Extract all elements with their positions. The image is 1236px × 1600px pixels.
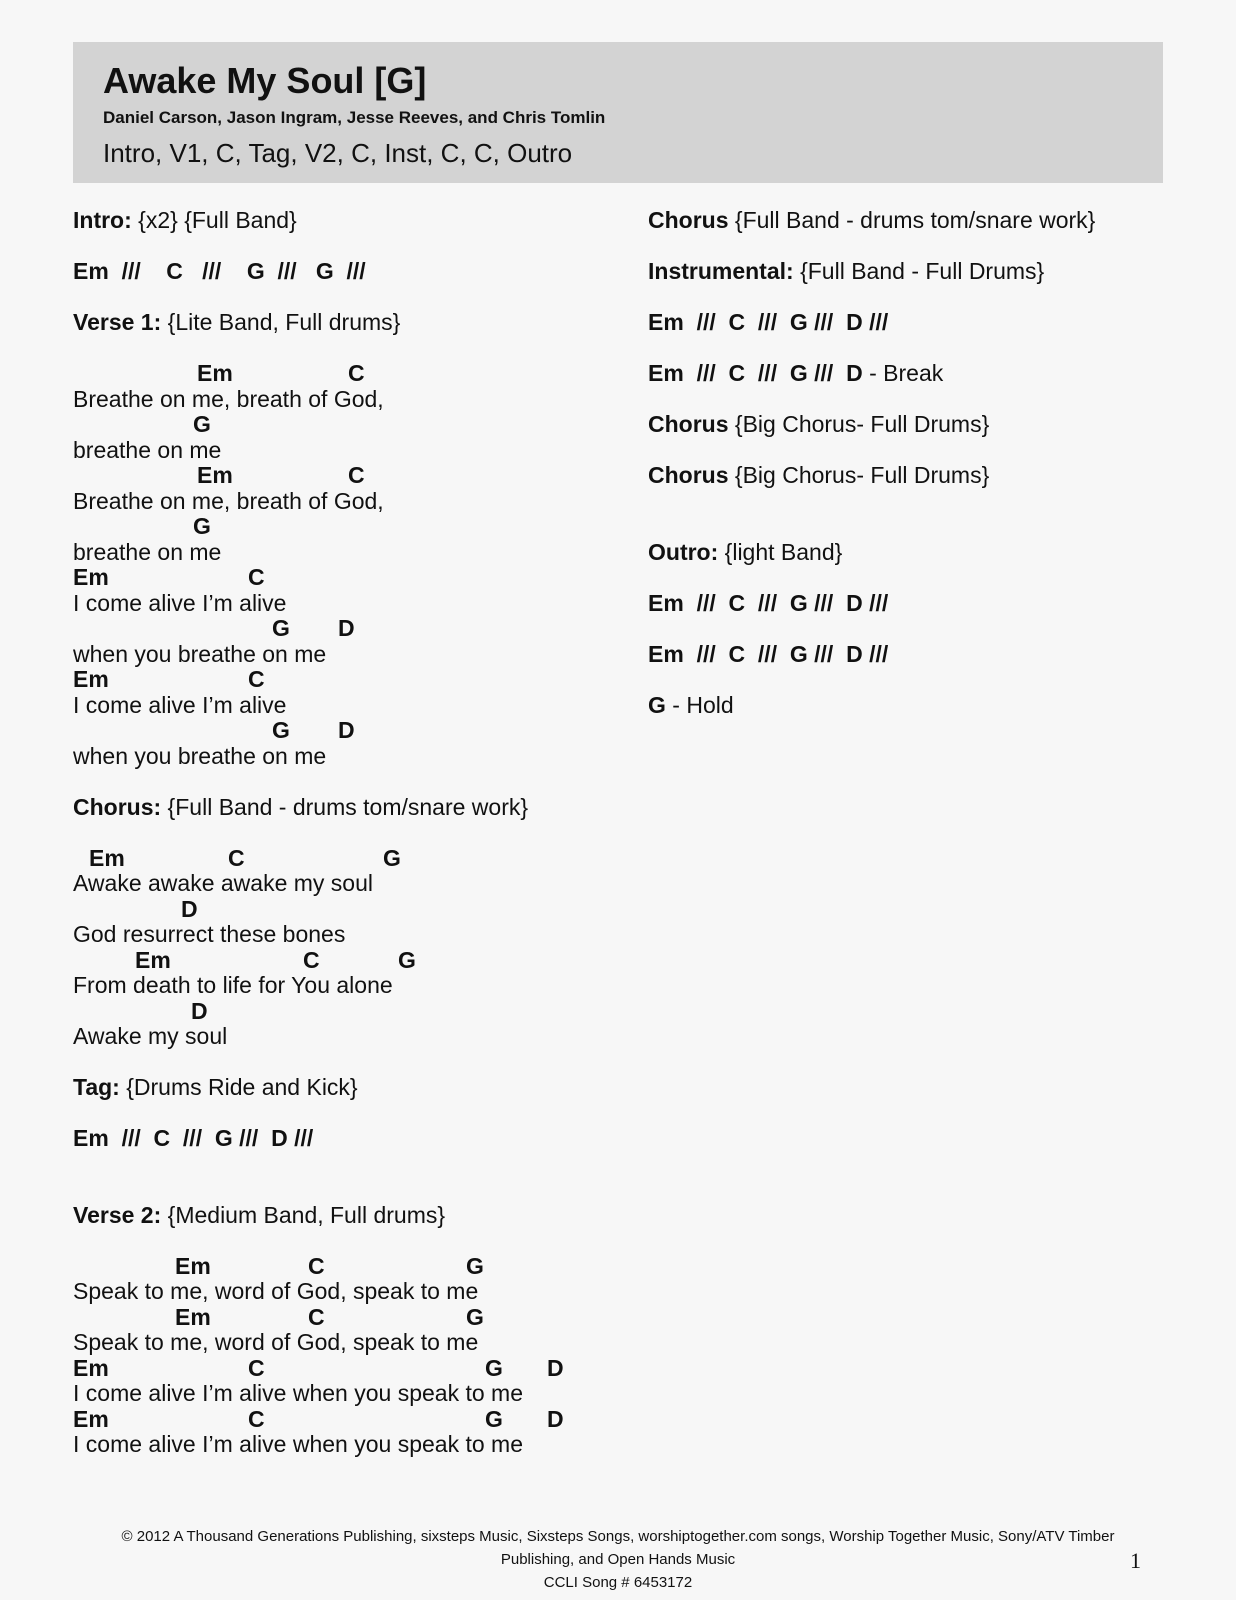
chord: Em (175, 1252, 211, 1279)
section-label: Verse 1: (73, 309, 162, 335)
chord-progression: Em /// C /// G /// D /// (648, 589, 889, 616)
verse2-heading (73, 1203, 633, 1229)
chord: G (485, 1354, 503, 1381)
chord-row (73, 846, 633, 872)
chord-row (73, 1407, 633, 1433)
tag-progression (73, 1126, 633, 1152)
outro-progression (648, 591, 1208, 617)
lyric-line: I come alive I’m alive (73, 691, 287, 718)
section-note: {Full Band - drums tom/snare work} (161, 793, 529, 820)
tag-heading (73, 1075, 633, 1101)
chord-row (73, 616, 633, 642)
chord: C (348, 360, 365, 386)
chord: G (648, 691, 666, 718)
section-label: Verse 2: (73, 1201, 162, 1228)
copyright-line-1: © 2012 A Thousand Generations Publishing, sixsteps Music, Sixsteps Songs, worshiptogether.com songs, Worship Together Music, Sony/ATV Timber (121, 1528, 1115, 1545)
section-label: Chorus (648, 411, 729, 437)
section-note: {Drums Ride and Kick} (119, 1074, 358, 1100)
section-note: {Lite Band, Full drums} (161, 309, 401, 335)
chord: G (466, 1252, 484, 1279)
chord: Em (135, 946, 171, 973)
chord: D (338, 615, 355, 641)
lyric-line: Speak to me, word of God, speak to me (73, 1329, 479, 1355)
chord-row (73, 1305, 633, 1331)
section-note: {Medium Band, Full drums} (161, 1201, 446, 1228)
chord: D (547, 1354, 564, 1381)
right-column (648, 208, 1208, 718)
chord-row (73, 948, 633, 974)
lyric-line: From death to life for You alone (73, 972, 393, 998)
lyric-line: Awake awake awake my soul (73, 870, 373, 896)
lyric-line: Speak to me, word of God, speak to me (73, 1278, 479, 1304)
lyric-line: I come alive I’m alive (73, 589, 287, 616)
verse1-heading (73, 310, 633, 336)
chord-row (73, 412, 633, 438)
chord-row (73, 565, 633, 591)
chord-row (73, 667, 633, 693)
chord: Em (73, 1354, 109, 1381)
outro-progression (648, 642, 1208, 668)
chord: D (181, 895, 198, 922)
chord: C (248, 1354, 265, 1381)
chord: Em (197, 462, 233, 488)
section-label: Chorus: (73, 793, 162, 820)
chorus-heading (648, 412, 1208, 438)
section-label: Outro: (648, 538, 719, 565)
copyright-footer (100, 1525, 1136, 1594)
chord: G (193, 411, 211, 437)
chord-row (73, 463, 633, 489)
chord: G (272, 615, 290, 641)
chord: C (248, 666, 265, 692)
lyric-line: when you breathe on me (73, 742, 327, 769)
lyric-line: Breathe on me, breath of God, (73, 487, 384, 514)
section-note: {Full Band - drums tom/snare work} (728, 207, 1096, 233)
instrumental-heading (648, 259, 1208, 285)
lyric-line: I come alive I’m alive when you speak to me (73, 1380, 523, 1406)
left-column (73, 208, 633, 1458)
chord: C (348, 462, 365, 488)
lyric-line: breathe on me (73, 436, 222, 463)
final-chord (648, 693, 1208, 719)
chord: C (248, 564, 265, 590)
break-note: - Break (862, 360, 944, 386)
section-note: {x2} {Full Band} (131, 207, 297, 233)
chord: G (485, 1405, 503, 1432)
copyright-line-2: Publishing, and Open Hands Music (500, 1551, 736, 1568)
chord: D (547, 1405, 564, 1432)
chord-progression: Em /// C /// G /// D (648, 360, 863, 386)
chord-progression: Em /// C /// G /// D /// (73, 1125, 314, 1151)
chord: D (338, 717, 355, 743)
section-label: Intro: (73, 207, 132, 233)
section-note: {Full Band - Full Drums} (793, 258, 1045, 284)
lyric-line: I come alive I’m alive when you speak to me (73, 1431, 523, 1457)
chord: C (308, 1303, 325, 1330)
chord-progression: Em /// C /// G /// G /// (73, 258, 366, 284)
section-label: Chorus (648, 462, 729, 488)
chord: Em (175, 1303, 211, 1330)
chord: G (466, 1303, 484, 1330)
chord-row (73, 897, 633, 923)
ccli-number: CCLI Song # 6453172 (543, 1574, 693, 1591)
chord-progression: Em /// C /// G /// D /// (648, 640, 889, 667)
chord: G (272, 717, 290, 743)
chord: Em (197, 360, 233, 386)
chord-row (73, 718, 633, 744)
instrumental-progression-break (648, 361, 1208, 387)
hold-note: - Hold (665, 691, 734, 718)
chord: C (303, 946, 320, 973)
chord-row (73, 361, 633, 387)
chord: C (248, 1405, 265, 1432)
chord: C (308, 1252, 325, 1279)
chord: Em (89, 844, 125, 871)
chord: G (193, 513, 211, 539)
section-note: {Big Chorus- Full Drums} (728, 411, 990, 437)
section-label: Chorus (648, 207, 729, 233)
lyric-line: God resurrect these bones (73, 921, 346, 947)
intro-progression (73, 259, 633, 285)
song-header (73, 42, 1163, 183)
section-label: Tag: (73, 1074, 120, 1100)
chord: D (191, 997, 208, 1024)
chorus-heading (648, 208, 1208, 234)
chord-row (73, 514, 633, 540)
section-note: {Big Chorus- Full Drums} (728, 462, 990, 488)
chord: Em (73, 666, 109, 692)
lyric-line: when you breathe on me (73, 640, 327, 667)
chord-row (73, 1356, 633, 1382)
chord: Em (73, 1405, 109, 1432)
section-label: Instrumental: (648, 258, 794, 284)
chord-row (73, 999, 633, 1025)
chord: C (228, 844, 245, 871)
lyric-line: Awake my soul (73, 1023, 228, 1049)
chord-progression: Em /// C /// G /// D /// (648, 309, 889, 335)
song-order: Intro, V1, C, Tag, V2, C, Inst, C, C, Outro (103, 138, 573, 168)
page-number: 1 (1130, 1548, 1141, 1573)
instrumental-progression (648, 310, 1208, 336)
chorus-heading (648, 463, 1208, 489)
lyric-line: breathe on me (73, 538, 222, 565)
lyric-line: Breathe on me, breath of God, (73, 385, 384, 412)
chord: G (398, 946, 416, 973)
song-title: Awake My Soul [G] (103, 60, 427, 101)
chord: G (383, 844, 401, 871)
chord-row (73, 1254, 633, 1280)
outro-heading (648, 540, 1208, 566)
chorus-heading (73, 795, 633, 821)
intro-heading (73, 208, 633, 234)
chord: Em (73, 564, 109, 590)
song-authors: Daniel Carson, Jason Ingram, Jesse Reeves, and Chris Tomlin (103, 108, 606, 127)
section-note: {light Band} (718, 538, 843, 565)
